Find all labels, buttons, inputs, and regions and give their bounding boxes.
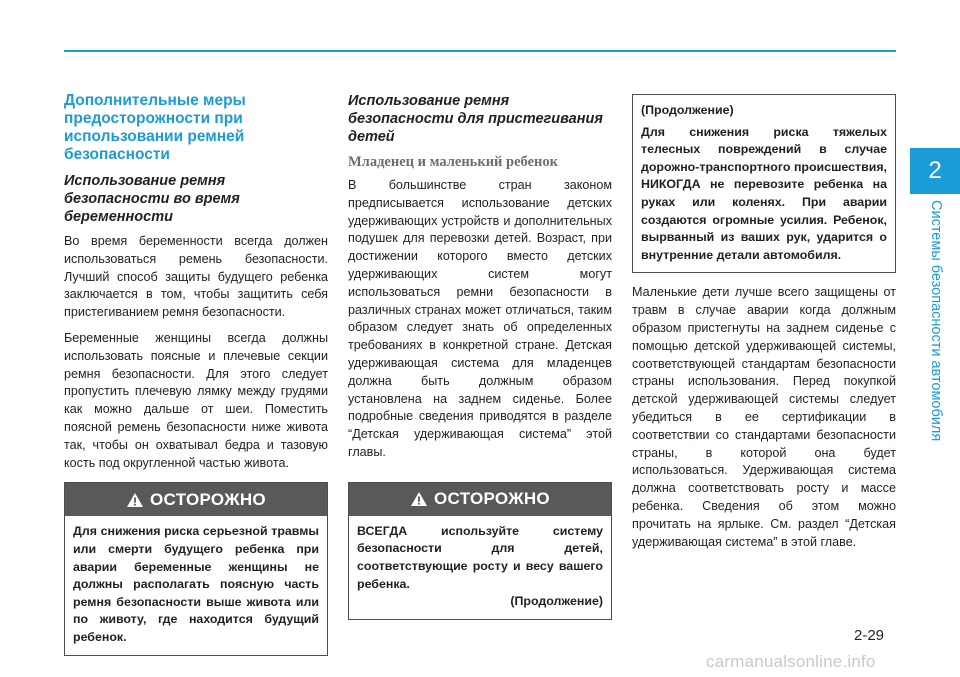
continued-label: (Продолжение): [641, 103, 734, 117]
warning-text: ВСЕГДА используйте систему безопасности для детей, соответствующие росту и весу вашего ребенка.: [357, 523, 603, 591]
column-1: [64, 92, 328, 656]
paragraph: В большинстве стран законом предписывается использование детских удерживающих устройств и дополнительных подушек для перевозки детей. Возраст, при достижении которого вместо детских удерживающих систем могут использоваться ремни безопасности в различных странах может отличаться, таким образом следует знать об определенных требованиях в конкретной стране. Детская удерживающая система для младенцев должна быть должным образом установлена на заднем сиденье. Более подробные сведения приводятся в разделе “Детская удерживающая система” этой главы.: [348, 178, 612, 459]
warning-box: [348, 482, 612, 620]
warning-box-continued: [632, 94, 896, 273]
top-rule: [64, 50, 896, 52]
subsection-title-children: Использование ремня безопасности для пристегивания детей: [348, 93, 603, 145]
chapter-number-tab: 2: [910, 148, 960, 194]
sub-subsection-title: Младенец и маленький ребенок: [348, 154, 558, 170]
warning-triangle-icon: [126, 492, 144, 508]
warning-header: [65, 483, 327, 516]
section-title: Дополнительные меры предосторожности при использовании ремней безопасности: [64, 92, 246, 163]
warning-text: Для снижения риска тяжелых телесных повреждений в случае дорожно-транспортного происшествия, НИКОГДА не перевозите ребенка на руках или коленях. При аварии создаются огромные усилия. Ребенок, вырванный из ваших рук, ударится о внутренние детали автомобиля.: [641, 124, 887, 262]
page-number: 2-29: [854, 627, 885, 644]
watermark: carmanualsonline.info: [706, 652, 876, 671]
warning-box: [64, 482, 328, 655]
column-3: [632, 92, 896, 559]
warning-body: [349, 516, 611, 619]
warning-text: Для снижения риска серьезной травмы или смерти будущего ребенка при аварии беременные женщины не должны располагать поясную часть ремня безопасности выше живота или по животу, где находится будущий ребенок.: [73, 524, 319, 644]
paragraph: Маленькие дети лучше всего защищены от травм в случае аварии когда должным образом пристегнуты на заднем сиденье с помощью детской удерживающей системы, соответствующей стандартам безопасности страны использования. Перед покупкой детской удерживающей системы следует убедиться в ее сертификации в соответствии со стандартами безопасности страны, в которой она будет использоваться. Удерживающая система должна соответствовать росту и массе ребенка. Сведения об этом можно прочитать на ярлыке. См. раздел “Детская удерживающая система” в этой главе.: [632, 285, 896, 549]
warning-title: ОСТОРОЖНО: [150, 489, 266, 509]
chapter-title: Системы безопасности автомобиля: [928, 200, 944, 442]
subsection-title-pregnancy: Использование ремня безопасности во время беременности: [64, 173, 240, 225]
warning-body: [633, 95, 895, 272]
paragraph: Во время беременности всегда должен использоваться ремень безопасности. Лучший способ защиты будущего ребенка заключается в том, чтобы защитить себя пристегиванием ремня безопасности.: [64, 234, 328, 320]
warning-triangle-icon: [410, 491, 428, 507]
continued-label: (Продолжение): [510, 594, 603, 609]
paragraph: Беременные женщины всегда должны использовать поясные и плечевые секции ремня безопасности. Для этого следует пропустить плечевую лямку между грудями как можно дальше от шеи. Поместить поясной ремень безопасности ниже живота так, чтобы он охватывал бедра и тазовую кость под округленной частью живота.: [64, 330, 328, 470]
column-2: [348, 92, 612, 620]
warning-header: [349, 483, 611, 516]
warning-title: ОСТОРОЖНО: [434, 489, 550, 509]
